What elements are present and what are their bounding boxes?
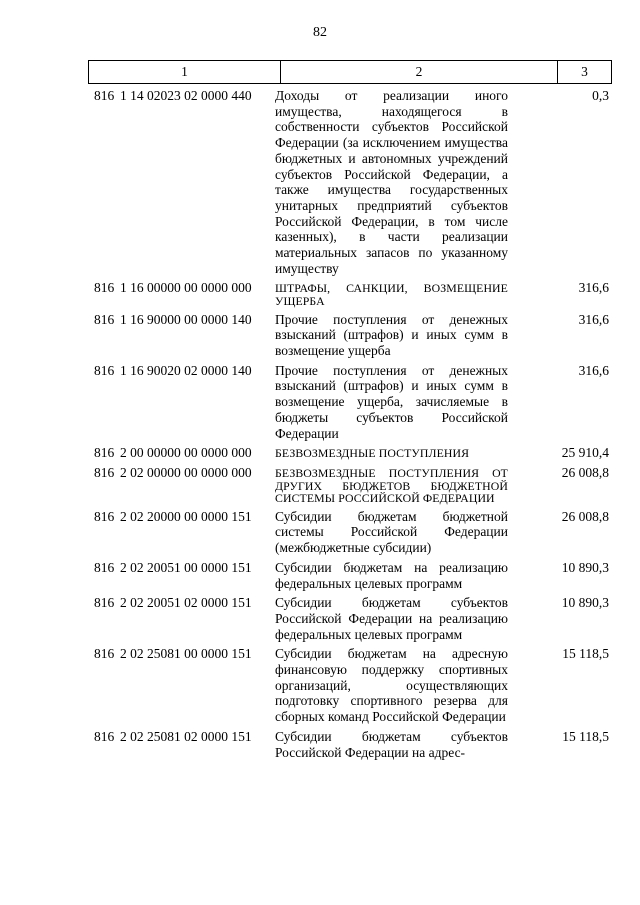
amount: 0,3 — [592, 88, 609, 103]
table-row — [88, 646, 611, 725]
budget-rows — [88, 88, 611, 764]
amount: 10 890,3 — [561, 559, 609, 575]
admin-code: 816 — [94, 362, 115, 378]
page-number: 82 — [313, 25, 327, 40]
admin-code: 816 — [94, 280, 115, 296]
income-description: Субсидии бюджетам субъектов Российской Федерации на реализацию федеральных целевых программ — [275, 595, 508, 642]
budget-classification-code: 2 02 00000 00 0000 000 — [120, 464, 252, 480]
budget-classification-code: 1 16 00000 00 0000 000 — [120, 280, 252, 296]
admin-code: 816 — [94, 595, 115, 611]
table-row — [88, 280, 611, 307]
income-description: Субсидии бюджетам субъектов Российской Федерации на адрес- — [275, 728, 508, 760]
admin-code: 816 — [94, 445, 115, 461]
budget-classification-code: 1 16 90020 02 0000 140 — [120, 362, 252, 378]
column-header-table — [88, 60, 612, 84]
income-description: Прочие поступления от денежных взысканий (штрафов) и иных сумм в возмещение ущерба, зачисляемые в бюджеты субъектов Российской Федерации — [275, 362, 508, 441]
admin-code: 816 — [94, 728, 115, 744]
column-header-3: 3 — [558, 61, 612, 84]
admin-code: 816 — [94, 646, 115, 662]
budget-classification-code: 2 00 00000 00 0000 000 — [120, 445, 252, 461]
budget-classification-code: 1 14 02023 02 0000 440 — [120, 88, 252, 103]
income-description: Субсидии бюджетам на адресную финансовую поддержку спортивных организаций, осуществляющих подготовку спортивного резерва для сборных команд Российской Федерации — [275, 646, 508, 725]
amount: 316,6 — [578, 280, 609, 296]
column-header-row — [89, 61, 612, 84]
admin-code: 816 — [94, 311, 115, 327]
admin-code: 816 — [94, 464, 115, 480]
income-description: Прочие поступления от денежных взысканий (штрафов) и иных сумм в возмещение ущерба — [275, 311, 508, 359]
budget-classification-code: 2 02 20051 02 0000 151 — [120, 595, 252, 611]
table-row — [88, 595, 611, 642]
amount: 26 008,8 — [561, 508, 609, 524]
column-header-1: 1 — [89, 61, 281, 84]
admin-code: 816 — [94, 508, 115, 524]
table-row — [88, 312, 611, 359]
admin-code: 816 — [94, 559, 115, 575]
table-row — [88, 363, 611, 442]
table-row — [88, 560, 611, 591]
admin-code: 816 — [94, 88, 115, 103]
amount: 316,6 — [578, 311, 609, 327]
budget-classification-code: 1 16 90000 00 0000 140 — [120, 311, 252, 327]
budget-classification-code: 2 02 25081 00 0000 151 — [120, 646, 252, 662]
table-row — [88, 445, 611, 461]
income-description: БЕЗВОЗМЕЗДНЫЕ ПОСТУПЛЕНИЯ — [275, 446, 470, 461]
budget-classification-code: 2 02 25081 02 0000 151 — [120, 728, 252, 744]
income-description: Субсидии бюджетам на реализацию федеральных целевых программ — [275, 559, 508, 591]
amount: 26 008,8 — [561, 464, 609, 480]
column-header-2: 2 — [281, 61, 558, 84]
amount: 316,6 — [578, 362, 609, 378]
income-description: ШТРАФЫ, САНКЦИИ, ВОЗМЕЩЕНИЕ УЩЕРБА — [275, 281, 508, 309]
table-row — [88, 465, 611, 505]
amount: 25 910,4 — [561, 445, 609, 461]
income-description: Субсидии бюджетам бюджетной системы Российской Федерации (межбюджетные субсидии) — [275, 508, 508, 556]
income-description: БЕЗВОЗМЕЗДНЫЕ ПОСТУПЛЕНИЯ ОТ ДРУГИХ БЮДЖЕТОВ БЮДЖЕТНОЙ СИСТЕМЫ РОССИЙСКОЙ ФЕДЕРАЦИИ — [275, 465, 508, 506]
amount: 10 890,3 — [561, 595, 609, 611]
budget-classification-code: 2 02 20051 00 0000 151 — [120, 559, 252, 575]
amount: 15 118,5 — [562, 646, 609, 662]
income-description: Доходы от реализации иного имущества, находящегося в собственности субъектов Российской Федерации (за исключением имущества бюджетных и автономных учреждений субъектов Российской Федерации, а также имущества государственных унитарных предприятий субъектов Российской Федерации, в том числе казенных), в части реализации материальных запасов по указанному имуществу — [275, 88, 508, 276]
table-row — [88, 509, 611, 556]
budget-classification-code: 2 02 20000 00 0000 151 — [120, 508, 252, 524]
table-row — [88, 88, 611, 276]
table-row — [88, 729, 611, 760]
amount: 15 118,5 — [562, 728, 609, 744]
